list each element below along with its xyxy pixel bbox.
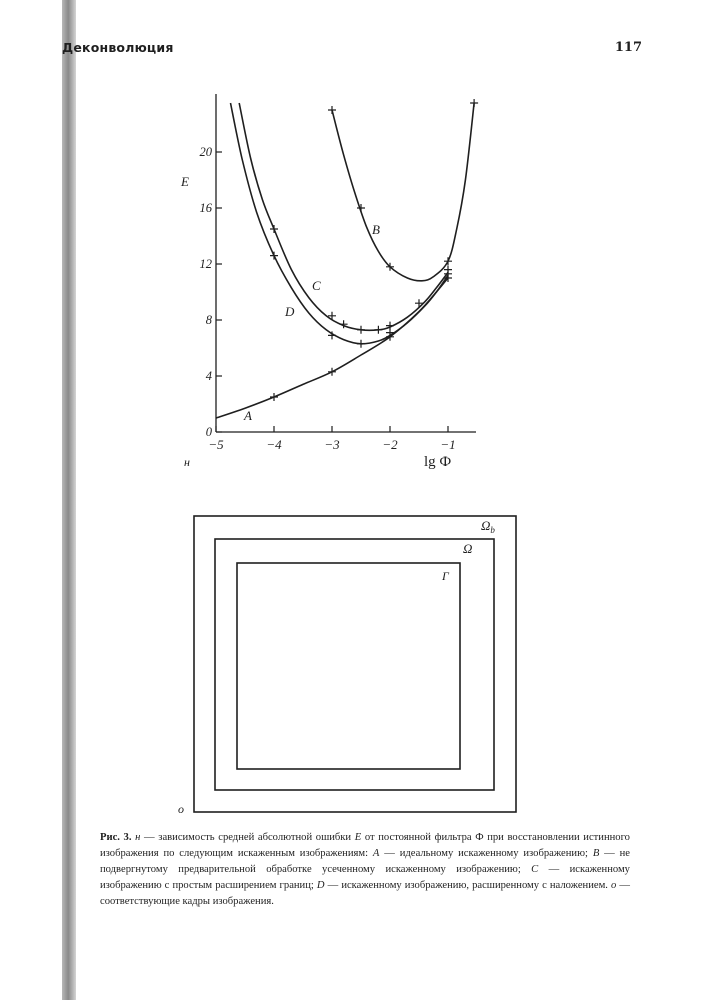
series-a-label: A [244,408,252,423]
x-tick-label: −1 [440,437,456,452]
series-a [216,274,452,423]
series-a-marker [328,368,336,376]
series-b-label: B [372,222,380,237]
caption-seg-8: — не подвергнутому предварительной обработке усеченному искаженному изображению; [100,848,630,875]
page-number: 117 [614,40,642,55]
caption-seg-3: E [354,832,362,843]
error-chart [180,94,478,470]
series-b [328,99,478,281]
series-c-marker [357,326,365,334]
series-b-marker [328,106,336,114]
frame-inner [237,563,460,769]
y-tick-label: 16 [199,201,212,215]
series-b-line [332,103,474,281]
frame-middle [215,539,494,790]
series-a-marker [270,393,278,401]
series-b-marker [444,257,452,265]
x-tick-label: −3 [324,437,340,452]
frame-outer [194,516,516,812]
x-axis-label: lg Ф [424,454,452,470]
frame-outer-label: $\Omega_b$ [481,518,495,535]
caption-seg-9: C [531,864,539,875]
series-c-label: C [312,278,321,293]
caption-seg-13: о [611,880,617,891]
y-ticks [200,145,223,439]
caption-seg-10: — искаженному изображению с простым расширением границ; [100,864,630,891]
caption-seg-12: — искаженному изображению, расширенному с наложением. [324,880,612,891]
caption-seg-7: B [592,848,600,859]
series-c-line [239,103,448,330]
caption-seg-2: — зависимость средней абсолютной ошибки [140,832,355,843]
series-c-marker [270,225,278,233]
caption-seg-4: от постоянной фильтра Ф при восстановлении истинного изображения по следующим искаженным изображениям: [100,832,630,859]
series-c-marker [374,326,382,334]
frames-diagram [194,516,516,812]
series-a-line [216,278,448,418]
series-b-marker [470,99,478,107]
y-tick-label: 0 [205,425,212,439]
series-d-marker [357,340,365,348]
series-c [239,103,452,334]
running-title: Деконволюция [62,40,174,55]
y-tick-label: 20 [199,145,212,159]
frame-middle-label: Ω [463,541,473,556]
x-tick-label: −5 [208,437,224,452]
caption-seg-14: — соответствующие кадры изображения. [100,880,630,907]
series-d-label: D [285,304,295,319]
panel-label-bottom: о [178,802,184,816]
y-axis-label: E [181,174,189,189]
series-layer [216,99,478,423]
y-tick-label: 12 [199,257,212,271]
caption-seg-11: D [316,880,325,891]
frame-inner-label: Г [442,569,449,583]
figure-caption [100,830,630,910]
caption-seg-1: н [135,832,141,843]
y-tick-label: 8 [205,313,212,327]
y-tick-label: 4 [205,369,212,383]
caption-lead: Рис. 3. [100,832,132,843]
x-tick-label: −2 [382,437,398,452]
caption-seg-5: A [372,848,380,859]
x-ticks [205,425,456,452]
caption-seg-6: — идеальному искаженному изображению; [379,848,593,859]
series-d-marker [270,252,278,260]
series-c-marker [415,299,423,307]
x-tick-label: −4 [266,437,282,452]
panel-label-top: н [184,455,190,469]
